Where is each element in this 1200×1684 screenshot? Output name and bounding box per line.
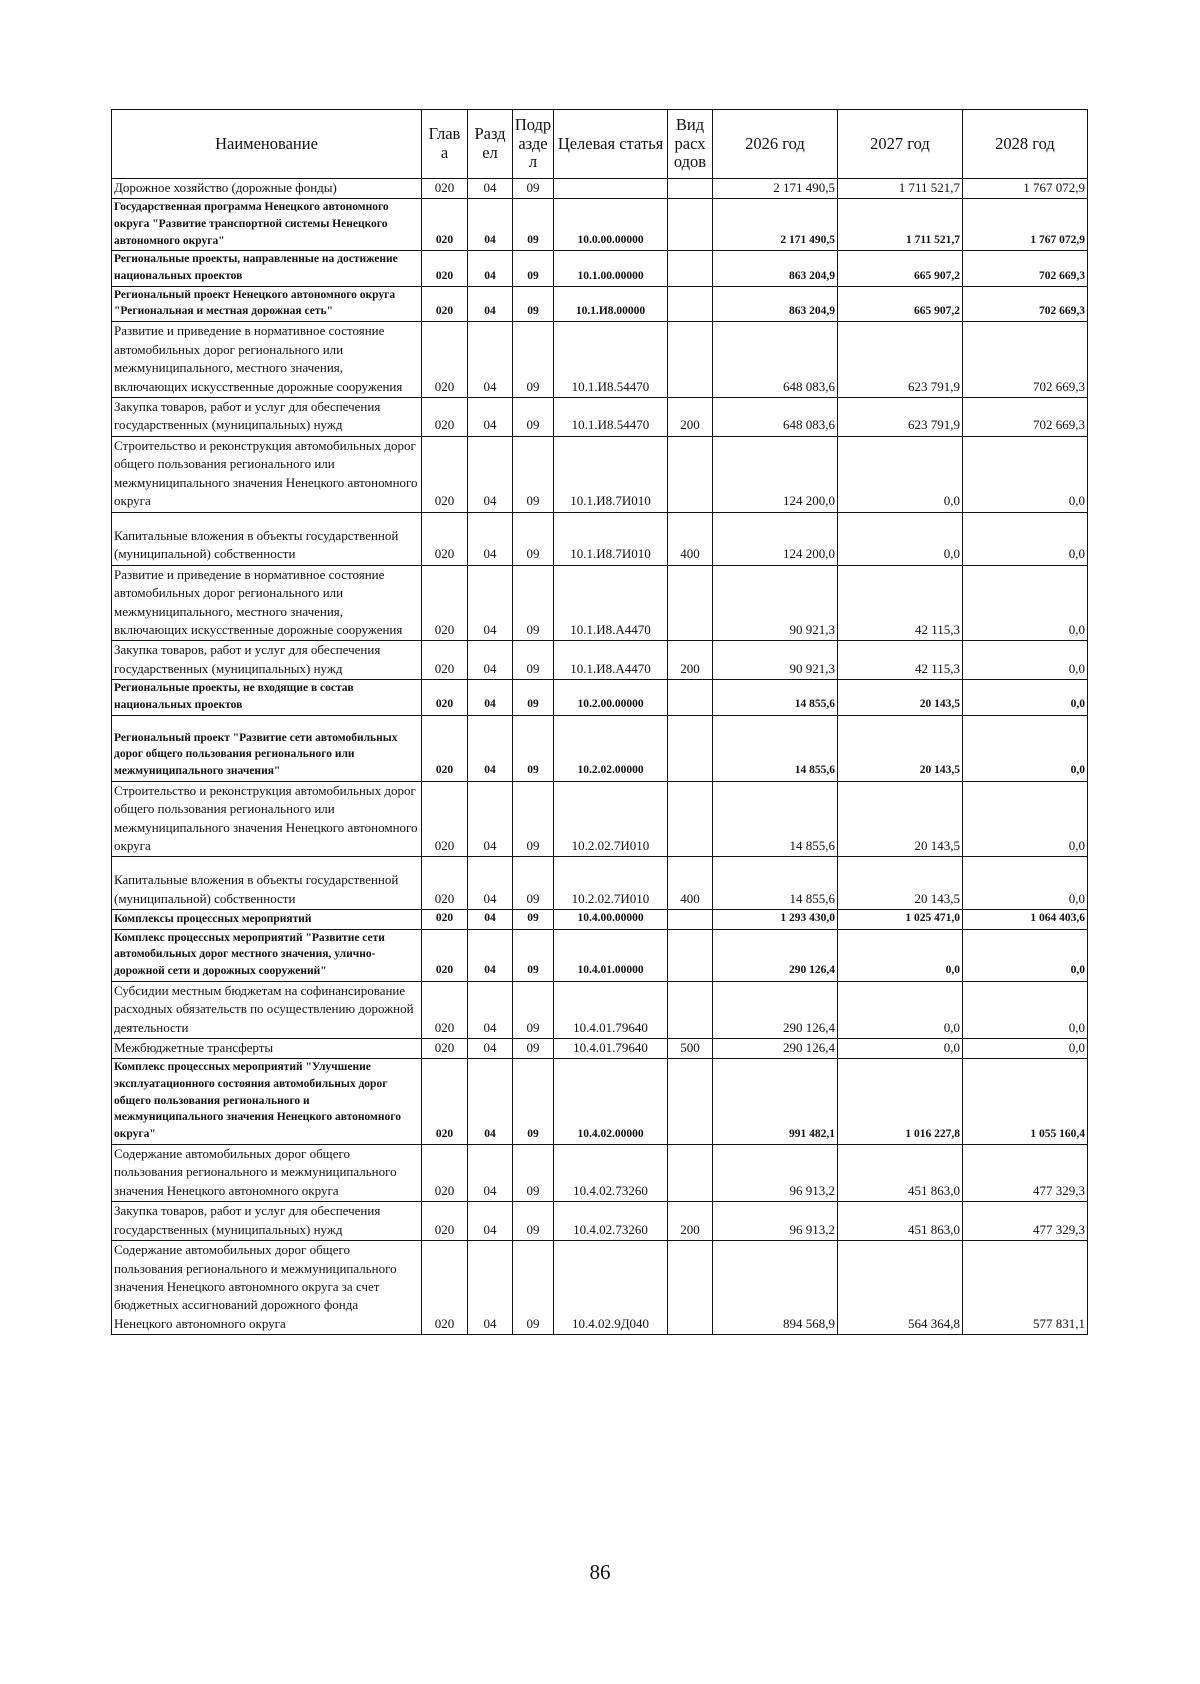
cell-expense-type <box>668 1144 713 1201</box>
cell-year-2028: 1 767 072,9 <box>963 179 1088 199</box>
cell-name: Комплексы процессных мероприятий <box>112 910 422 929</box>
cell-subsection: 09 <box>513 1144 554 1201</box>
cell-chapter: 020 <box>422 322 468 398</box>
table-row <box>112 1059 1088 1144</box>
cell-expense-type <box>668 910 713 929</box>
cell-target-article: 10.4.01.79640 <box>554 1039 668 1059</box>
cell-chapter: 020 <box>422 641 468 680</box>
cell-name: Региональный проект "Развитие сети автомобильных дорог общего пользования регионального или межмуниципального значения" <box>112 715 422 781</box>
cell-year-2028: 0,0 <box>963 641 1088 680</box>
table-row <box>112 1241 1088 1335</box>
cell-expense-type: 500 <box>668 1039 713 1059</box>
cell-target-article: 10.4.01.79640 <box>554 981 668 1038</box>
cell-year-2026: 96 913,2 <box>713 1144 838 1201</box>
cell-year-2028: 0,0 <box>963 929 1088 981</box>
cell-section: 04 <box>468 680 513 715</box>
cell-year-2026: 991 482,1 <box>713 1059 838 1144</box>
table-row <box>112 179 1088 199</box>
cell-year-2027: 42 115,3 <box>838 641 963 680</box>
cell-expense-type <box>668 781 713 857</box>
cell-year-2027: 1 025 471,0 <box>838 910 963 929</box>
cell-year-2026: 96 913,2 <box>713 1202 838 1241</box>
cell-name: Комплекс процессных мероприятий "Развитие сети автомобильных дорог местного значения, улично-дорожной сети и дорожных сооружений" <box>112 929 422 981</box>
cell-section: 04 <box>468 565 513 641</box>
cell-name: Закупка товаров, работ и услуг для обеспечения государственных (муниципальных) нужд <box>112 397 422 436</box>
header-year-2026: 2026 год <box>713 110 838 179</box>
cell-subsection: 09 <box>513 565 554 641</box>
cell-target-article: 10.2.02.7И010 <box>554 857 668 910</box>
cell-expense-type: 200 <box>668 1202 713 1241</box>
cell-year-2028: 0,0 <box>963 512 1088 565</box>
cell-subsection: 09 <box>513 199 554 251</box>
cell-section: 04 <box>468 1202 513 1241</box>
cell-chapter: 020 <box>422 715 468 781</box>
cell-subsection: 09 <box>513 857 554 910</box>
cell-expense-type <box>668 322 713 398</box>
table-row <box>112 436 1088 512</box>
table-row <box>112 397 1088 436</box>
cell-year-2026: 2 171 490,5 <box>713 199 838 251</box>
cell-year-2026: 648 083,6 <box>713 397 838 436</box>
cell-target-article: 10.1.И8.А4470 <box>554 641 668 680</box>
cell-chapter: 020 <box>422 857 468 910</box>
cell-year-2026: 14 855,6 <box>713 857 838 910</box>
cell-year-2028: 0,0 <box>963 436 1088 512</box>
cell-expense-type <box>668 715 713 781</box>
cell-target-article: 10.4.01.00000 <box>554 929 668 981</box>
cell-name: Строительство и реконструкция автомобильных дорог общего пользования регионального или межмуниципального значения Ненецкого автономного округа <box>112 781 422 857</box>
cell-chapter: 020 <box>422 397 468 436</box>
cell-year-2027: 0,0 <box>838 981 963 1038</box>
cell-target-article: 10.4.02.9Д040 <box>554 1241 668 1335</box>
cell-year-2028: 477 329,3 <box>963 1202 1088 1241</box>
cell-expense-type <box>668 1059 713 1144</box>
cell-year-2026: 14 855,6 <box>713 715 838 781</box>
header-year-2027: 2027 год <box>838 110 963 179</box>
cell-expense-type <box>668 981 713 1038</box>
header-target-article: Целевая статья <box>554 110 668 179</box>
cell-expense-type: 400 <box>668 857 713 910</box>
cell-year-2026: 90 921,3 <box>713 641 838 680</box>
table-row <box>112 715 1088 781</box>
cell-year-2028: 577 831,1 <box>963 1241 1088 1335</box>
cell-expense-type: 400 <box>668 512 713 565</box>
table-row <box>112 910 1088 929</box>
cell-year-2027: 623 791,9 <box>838 322 963 398</box>
table-row <box>112 680 1088 715</box>
cell-section: 04 <box>468 641 513 680</box>
cell-name: Региональные проекты, не входящие в состав национальных проектов <box>112 680 422 715</box>
cell-subsection: 09 <box>513 641 554 680</box>
cell-target-article: 10.1.И8.54470 <box>554 397 668 436</box>
cell-name: Дорожное хозяйство (дорожные фонды) <box>112 179 422 199</box>
cell-name: Региональный проект Ненецкого автономного округа "Региональная и местная дорожная сеть" <box>112 286 422 321</box>
cell-subsection: 09 <box>513 715 554 781</box>
cell-year-2026: 863 204,9 <box>713 286 838 321</box>
cell-expense-type <box>668 436 713 512</box>
cell-chapter: 020 <box>422 436 468 512</box>
cell-chapter: 020 <box>422 1241 468 1335</box>
cell-subsection: 09 <box>513 286 554 321</box>
cell-target-article: 10.4.00.00000 <box>554 910 668 929</box>
cell-year-2028: 0,0 <box>963 857 1088 910</box>
table-row <box>112 251 1088 286</box>
header-expense-type: Вид расх одов <box>668 110 713 179</box>
cell-subsection: 09 <box>513 251 554 286</box>
header-row <box>112 110 1088 179</box>
cell-chapter: 020 <box>422 1039 468 1059</box>
header-subsection: Подр азде л <box>513 110 554 179</box>
cell-year-2028: 0,0 <box>963 680 1088 715</box>
cell-year-2027: 1 711 521,7 <box>838 179 963 199</box>
cell-year-2026: 290 126,4 <box>713 929 838 981</box>
cell-year-2028: 702 669,3 <box>963 322 1088 398</box>
cell-year-2028: 0,0 <box>963 565 1088 641</box>
budget-table <box>111 109 1088 1335</box>
cell-year-2027: 451 863,0 <box>838 1144 963 1201</box>
cell-name: Межбюджетные трансферты <box>112 1039 422 1059</box>
cell-expense-type <box>668 680 713 715</box>
cell-chapter: 020 <box>422 929 468 981</box>
cell-year-2028: 702 669,3 <box>963 397 1088 436</box>
cell-year-2026: 648 083,6 <box>713 322 838 398</box>
cell-subsection: 09 <box>513 436 554 512</box>
cell-target-article: 10.1.И8.54470 <box>554 322 668 398</box>
cell-year-2027: 0,0 <box>838 929 963 981</box>
cell-target-article: 10.2.02.7И010 <box>554 781 668 857</box>
cell-name: Государственная программа Ненецкого автономного округа "Развитие транспортной системы Ненецкого автономного округа" <box>112 199 422 251</box>
cell-subsection: 09 <box>513 981 554 1038</box>
cell-year-2028: 0,0 <box>963 781 1088 857</box>
cell-subsection: 09 <box>513 781 554 857</box>
cell-year-2026: 894 568,9 <box>713 1241 838 1335</box>
cell-subsection: 09 <box>513 680 554 715</box>
cell-name: Закупка товаров, работ и услуг для обеспечения государственных (муниципальных) нужд <box>112 641 422 680</box>
cell-name: Комплекс процессных мероприятий "Улучшение эксплуатационного состояния автомобильных дорог общего пользования регионального и межмуниципального значения Ненецкого автономного округа" <box>112 1059 422 1144</box>
cell-target-article: 10.1.И8.7И010 <box>554 512 668 565</box>
table-row <box>112 1144 1088 1201</box>
cell-year-2027: 1 711 521,7 <box>838 199 963 251</box>
cell-expense-type <box>668 929 713 981</box>
cell-target-article: 10.1.И8.7И010 <box>554 436 668 512</box>
cell-chapter: 020 <box>422 1144 468 1201</box>
cell-year-2028: 702 669,3 <box>963 286 1088 321</box>
header-section: Разд ел <box>468 110 513 179</box>
table-row <box>112 929 1088 981</box>
cell-target-article: 10.0.00.00000 <box>554 199 668 251</box>
cell-target-article <box>554 179 668 199</box>
cell-year-2026: 124 200,0 <box>713 512 838 565</box>
cell-chapter: 020 <box>422 512 468 565</box>
cell-year-2027: 665 907,2 <box>838 251 963 286</box>
table-row <box>112 1039 1088 1059</box>
cell-year-2027: 20 143,5 <box>838 781 963 857</box>
cell-year-2026: 90 921,3 <box>713 565 838 641</box>
cell-section: 04 <box>468 397 513 436</box>
cell-chapter: 020 <box>422 251 468 286</box>
cell-chapter: 020 <box>422 565 468 641</box>
cell-expense-type <box>668 1241 713 1335</box>
cell-year-2026: 290 126,4 <box>713 981 838 1038</box>
page-number: 86 <box>589 1560 611 1584</box>
cell-section: 04 <box>468 910 513 929</box>
cell-chapter: 020 <box>422 179 468 199</box>
cell-name: Закупка товаров, работ и услуг для обеспечения государственных (муниципальных) нужд <box>112 1202 422 1241</box>
table-row <box>112 199 1088 251</box>
cell-year-2027: 20 143,5 <box>838 680 963 715</box>
table-row <box>112 857 1088 910</box>
cell-name: Капитальные вложения в объекты государственной (муниципальной) собственности <box>112 512 422 565</box>
cell-year-2027: 665 907,2 <box>838 286 963 321</box>
cell-expense-type: 200 <box>668 397 713 436</box>
cell-year-2026: 863 204,9 <box>713 251 838 286</box>
cell-section: 04 <box>468 1039 513 1059</box>
cell-year-2028: 0,0 <box>963 715 1088 781</box>
table-row <box>112 512 1088 565</box>
cell-chapter: 020 <box>422 910 468 929</box>
cell-subsection: 09 <box>513 322 554 398</box>
cell-chapter: 020 <box>422 781 468 857</box>
cell-section: 04 <box>468 322 513 398</box>
cell-year-2027: 42 115,3 <box>838 565 963 641</box>
cell-name: Субсидии местным бюджетам на софинансирование расходных обязательств по осуществлению дорожной деятельности <box>112 981 422 1038</box>
cell-year-2026: 1 293 430,0 <box>713 910 838 929</box>
cell-target-article: 10.4.02.73260 <box>554 1202 668 1241</box>
cell-section: 04 <box>468 1059 513 1144</box>
cell-year-2026: 2 171 490,5 <box>713 179 838 199</box>
cell-chapter: 020 <box>422 981 468 1038</box>
cell-subsection: 09 <box>513 910 554 929</box>
header-name: Наименование <box>112 110 422 179</box>
cell-subsection: 09 <box>513 397 554 436</box>
cell-target-article: 10.1.00.00000 <box>554 251 668 286</box>
cell-year-2026: 124 200,0 <box>713 436 838 512</box>
cell-year-2027: 20 143,5 <box>838 857 963 910</box>
cell-year-2027: 1 016 227,8 <box>838 1059 963 1144</box>
cell-chapter: 020 <box>422 199 468 251</box>
cell-year-2028: 477 329,3 <box>963 1144 1088 1201</box>
cell-name: Содержание автомобильных дорог общего пользования регионального и межмуниципального значения Ненецкого автономного округа <box>112 1144 422 1201</box>
cell-year-2028: 1 055 160,4 <box>963 1059 1088 1144</box>
cell-name: Региональные проекты, направленные на достижение национальных проектов <box>112 251 422 286</box>
cell-chapter: 020 <box>422 1202 468 1241</box>
table-row <box>112 322 1088 398</box>
cell-section: 04 <box>468 512 513 565</box>
cell-target-article: 10.4.02.73260 <box>554 1144 668 1201</box>
cell-year-2027: 451 863,0 <box>838 1202 963 1241</box>
cell-year-2026: 14 855,6 <box>713 781 838 857</box>
cell-expense-type <box>668 565 713 641</box>
cell-year-2027: 0,0 <box>838 1039 963 1059</box>
table-row <box>112 565 1088 641</box>
cell-year-2027: 0,0 <box>838 512 963 565</box>
cell-expense-type <box>668 286 713 321</box>
cell-expense-type: 200 <box>668 641 713 680</box>
cell-expense-type <box>668 251 713 286</box>
cell-subsection: 09 <box>513 1241 554 1335</box>
table-row <box>112 641 1088 680</box>
cell-year-2028: 1 064 403,6 <box>963 910 1088 929</box>
cell-chapter: 020 <box>422 286 468 321</box>
table-row <box>112 781 1088 857</box>
cell-section: 04 <box>468 781 513 857</box>
table-row <box>112 1202 1088 1241</box>
cell-year-2028: 0,0 <box>963 1039 1088 1059</box>
cell-name: Развитие и приведение в нормативное состояние автомобильных дорог регионального или межмуниципального, местного значения, включающих искусственные дорожные сооружения <box>112 565 422 641</box>
cell-section: 04 <box>468 199 513 251</box>
cell-name: Развитие и приведение в нормативное состояние автомобильных дорог регионального или межмуниципального, местного значения, включающих искусственные дорожные сооружения <box>112 322 422 398</box>
cell-section: 04 <box>468 1144 513 1201</box>
cell-chapter: 020 <box>422 1059 468 1144</box>
cell-year-2027: 564 364,8 <box>838 1241 963 1335</box>
cell-target-article: 10.2.02.00000 <box>554 715 668 781</box>
header-year-2028: 2028 год <box>963 110 1088 179</box>
cell-year-2027: 623 791,9 <box>838 397 963 436</box>
cell-section: 04 <box>468 715 513 781</box>
cell-subsection: 09 <box>513 1039 554 1059</box>
cell-year-2026: 290 126,4 <box>713 1039 838 1059</box>
cell-subsection: 09 <box>513 929 554 981</box>
cell-section: 04 <box>468 251 513 286</box>
cell-year-2027: 20 143,5 <box>838 715 963 781</box>
cell-expense-type <box>668 179 713 199</box>
cell-subsection: 09 <box>513 512 554 565</box>
cell-target-article: 10.4.02.00000 <box>554 1059 668 1144</box>
cell-target-article: 10.1.И8.А4470 <box>554 565 668 641</box>
cell-chapter: 020 <box>422 680 468 715</box>
cell-name: Капитальные вложения в объекты государственной (муниципальной) собственности <box>112 857 422 910</box>
cell-subsection: 09 <box>513 1059 554 1144</box>
header-chapter: Глав а <box>422 110 468 179</box>
cell-expense-type <box>668 199 713 251</box>
table-row <box>112 981 1088 1038</box>
cell-name: Содержание автомобильных дорог общего пользования регионального и межмуниципального значения Ненецкого автономного округа за счет бюджетных ассигнований дорожного фонда Ненецкого автономного округа <box>112 1241 422 1335</box>
cell-section: 04 <box>468 286 513 321</box>
cell-subsection: 09 <box>513 179 554 199</box>
cell-section: 04 <box>468 857 513 910</box>
cell-section: 04 <box>468 981 513 1038</box>
cell-target-article: 10.2.00.00000 <box>554 680 668 715</box>
cell-year-2026: 14 855,6 <box>713 680 838 715</box>
cell-section: 04 <box>468 436 513 512</box>
cell-section: 04 <box>468 179 513 199</box>
cell-section: 04 <box>468 929 513 981</box>
cell-year-2028: 0,0 <box>963 981 1088 1038</box>
table-row <box>112 286 1088 321</box>
cell-year-2028: 702 669,3 <box>963 251 1088 286</box>
cell-year-2027: 0,0 <box>838 436 963 512</box>
cell-name: Строительство и реконструкция автомобильных дорог общего пользования регионального или межмуниципального значения Ненецкого автономного округа <box>112 436 422 512</box>
table-body <box>112 179 1088 1335</box>
cell-year-2028: 1 767 072,9 <box>963 199 1088 251</box>
cell-section: 04 <box>468 1241 513 1335</box>
cell-subsection: 09 <box>513 1202 554 1241</box>
cell-target-article: 10.1.И8.00000 <box>554 286 668 321</box>
